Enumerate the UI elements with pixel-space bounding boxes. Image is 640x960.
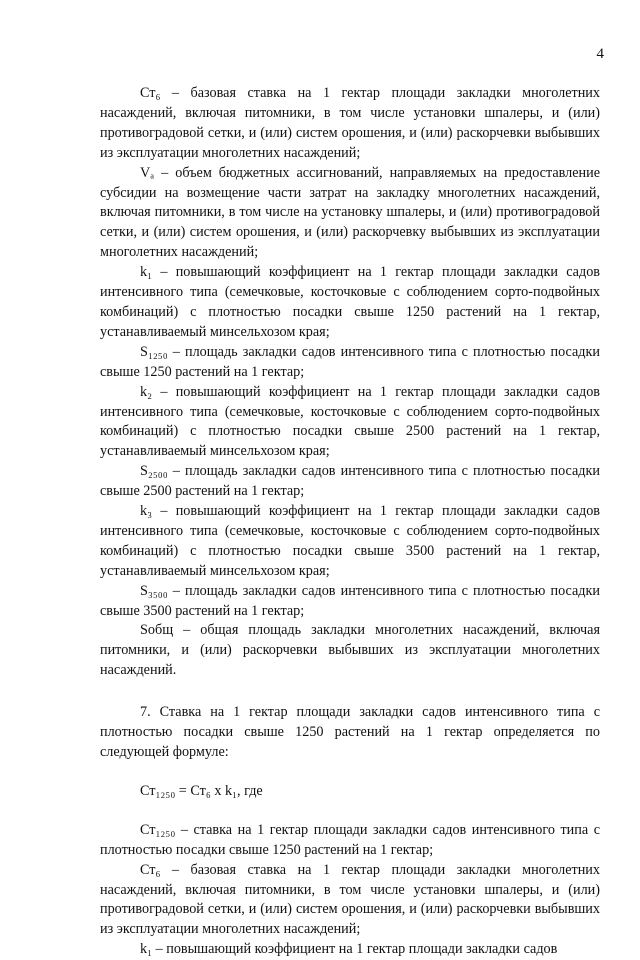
page-number: 4 xyxy=(596,46,604,62)
section-7-heading: 7. Ставка на 1 гектар площади закладки садов интенсивного типа с плотностью посадки свыше 1250 растений на 1 гектар определяется по следующей формуле: xyxy=(100,704,600,760)
definition-s2500: S₂₅₀₀ – площадь закладки садов интенсивного типа с плотностью посадки свыше 2500 растений на 1 гектар; xyxy=(100,463,600,500)
definition-k1-repeat: k₁ – повышающий коэффициент на 1 гектар площади закладки садов xyxy=(140,941,558,958)
definition-ct1250: Ст₁₂₅₀ – ставка на 1 гектар площади закладки садов интенсивного типа с плотностью посадки свыше 1250 растений на 1 гектар; xyxy=(100,821,600,858)
definition-ct6: Ст₆ – базовая ставка на 1 гектар площади закладки многолетних насаждений, включая питомники, в том числе установки шпалеры, и (или) противоградовой сетки, и (или) систем орошения, и (или) раскорчевки выбывших из эксплуатации многолетних насаждений; xyxy=(100,85,600,161)
definition-s3500: S₃₅₀₀ – площадь закладки садов интенсивного типа с плотностью посадки свыше 3500 растений на 1 гектар; xyxy=(100,582,600,619)
document-body xyxy=(100,84,600,960)
definition-sobsh: Sобщ – общая площадь закладки многолетних насаждений, включая питомники, и (или) раскорчевки выбывших из эксплуатации многолетних насаждений. xyxy=(100,622,600,679)
definition-s1250: S₁₂₅₀ – площадь закладки садов интенсивного типа с плотностью посадки свыше 1250 растений на 1 гектар; xyxy=(100,343,600,380)
definition-k2: k₂ – повышающий коэффициент на 1 гектар площади закладки садов интенсивного типа (семечковые, косточковые с соблюдением сорто-подвойных комбинаций) с плотностью посадки свыше 2500 растений на 1 гектар, устанавливаемый минсельхозом края; xyxy=(100,383,600,460)
definition-vz: Vₐ – объем бюджетных ассигнований, направляемых на предоставление субсидии на возмещение части затрат на закладку многолетних насаждений, включая питомники, в том числе на установку шпалеры, и (или) противоградовой сетки, и (или) систем орошения, и (или) раскорчевку выбывших из эксплуатации многолетних насаждений; xyxy=(100,164,600,261)
formula: Ст₁₂₅₀ = Ст₆ x k₁, где xyxy=(140,782,263,799)
definition-k1: k₁ – повышающий коэффициент на 1 гектар площади закладки садов интенсивного типа (семечковые, косточковые с соблюдением сорто-подвойных комбинаций) с плотностью посадки свыше 1250 растений на 1 гектар, устанавливаемый минсельхозом края; xyxy=(100,264,600,340)
definition-ct6-repeat: Ст₆ – базовая ставка на 1 гектар площади закладки многолетних насаждений, включая питомники, в том числе установки шпалеры, и (или) противоградовой сетки, и (или) систем орошения, и (или) раскорчевки выбывших из эксплуатации многолетних насаждений; xyxy=(100,861,600,938)
definition-k3: k₃ – повышающий коэффициент на 1 гектар площади закладки садов интенсивного типа (семечковые, косточковые с соблюдением сорто-подвойных комбинаций) с плотностью посадки свыше 3500 растений на 1 гектар, устанавливаемый минсельхозом края; xyxy=(100,503,600,579)
